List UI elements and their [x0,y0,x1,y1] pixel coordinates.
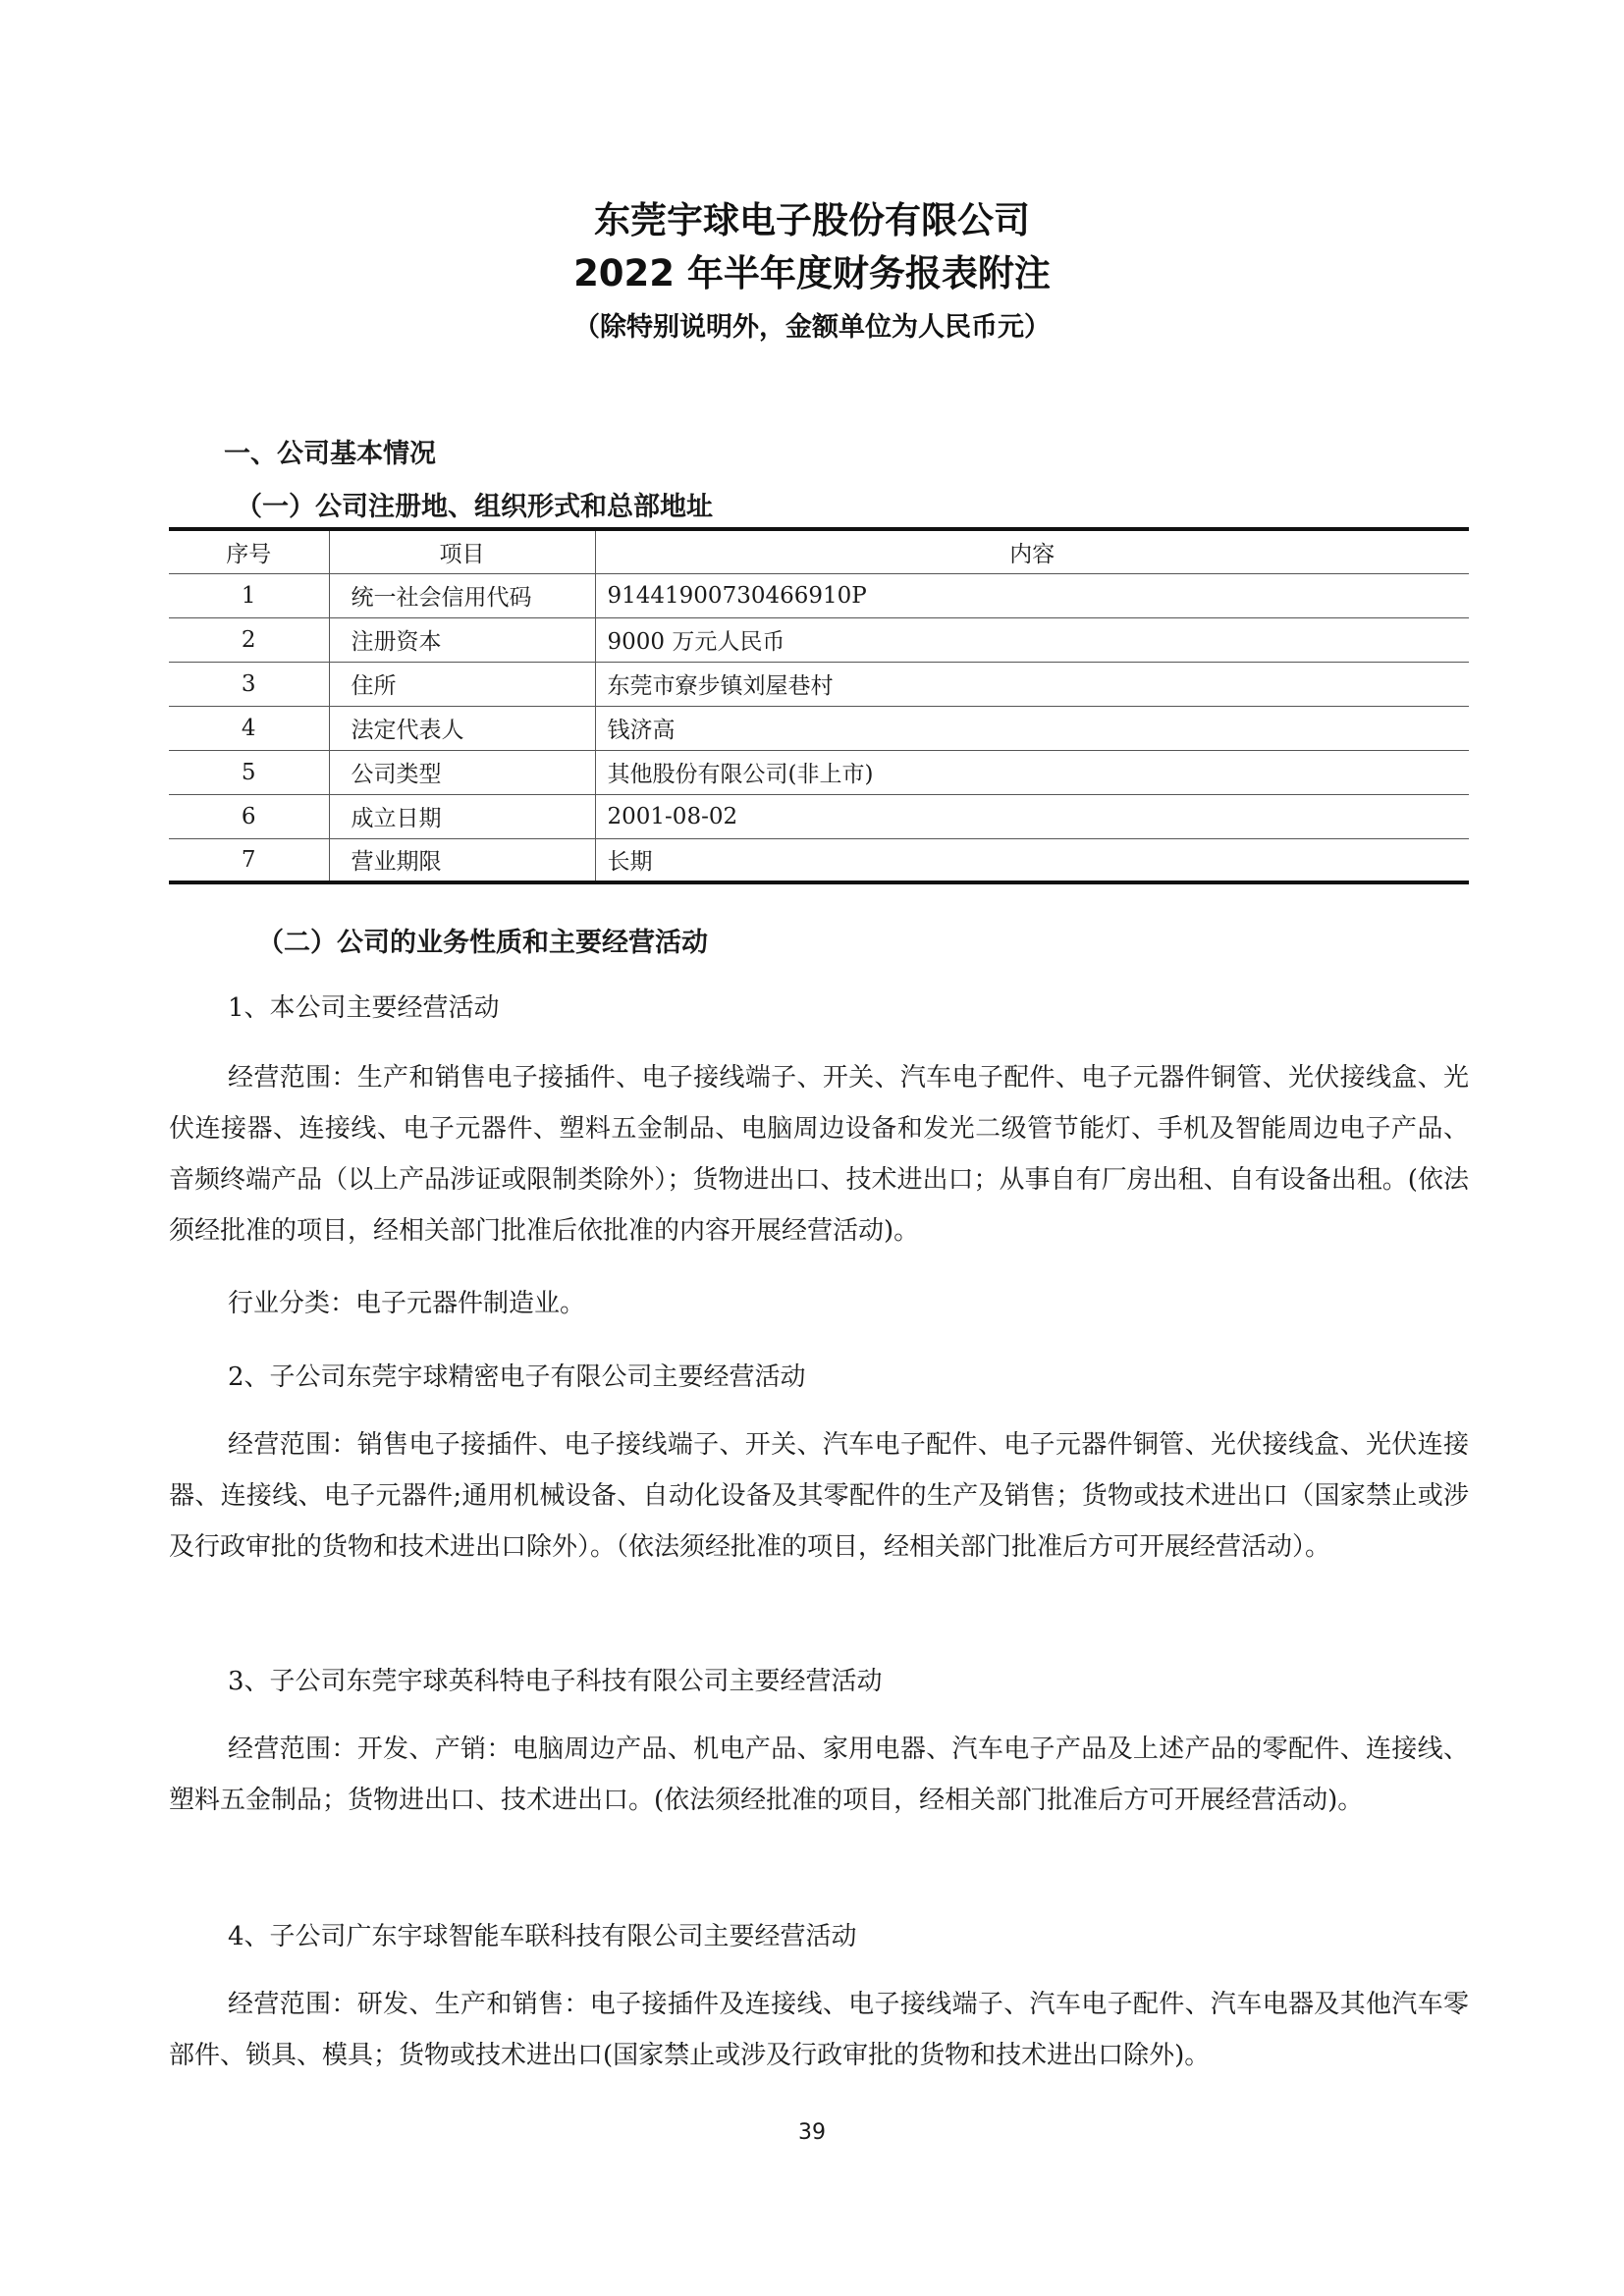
row-content: 钱济高 [595,706,1469,750]
table-row [169,573,1469,617]
table-row [169,750,1469,794]
paragraph: 经营范围：生产和销售电子接插件、电子接线端子、开关、汽车电子配件、电子元器件铜管、光伏接线盒、光伏连接器、连接线、电子元器件、塑料五金制品、电脑周边设备和发光二级管节能灯、手机及智能周边电子产品、音频终端产品（以上产品涉证或限制类除外）；货物进出口、技术进出口；从事自有厂房出租、自有设备出租。(依法须经批准的项目，经相关部门批准后依批准的内容开展经营活动)。 [169,1063,1469,1246]
paragraph: 经营范围：销售电子接插件、电子接线端子、开关、汽车电子配件、电子元器件铜管、光伏接线盒、光伏连接器、连接线、电子元器件;通用机械设备、自动化设备及其零配件的生产及销售；货物或技术进出口（国家禁止或涉及行政审批的货物和技术进出口除外）。（依法须经批准的项目，经相关部门批准后方可开展经营活动）。 [169,1430,1469,1562]
row-item: 注册资本 [329,617,595,662]
row-no: 3 [169,662,329,706]
header-content: 内容 [595,529,1469,573]
page-number: 39 [798,2120,826,2145]
item-title: 4、子公司广东宇球智能车联科技有限公司主要经营活动 [228,1922,857,1951]
row-content: 2001-08-02 [595,794,1469,838]
paragraph: 经营范围：研发、生产和销售：电子接插件及连接线、电子接线端子、汽车电子配件、汽车电器及其他汽车零部件、锁具、模具；货物或技术进出口(国家禁止或涉及行政审批的货物和技术进出口除外)。 [169,1990,1469,2070]
currency-note: （除特别说明外，金额单位为人民币元） [573,312,1051,343]
row-no: 2 [169,617,329,662]
row-item: 统一社会信用代码 [329,573,595,617]
row-no: 1 [169,573,329,617]
row-no: 6 [169,794,329,838]
document-title-block [0,194,1624,349]
row-content: 91441900730466910P [595,573,1469,617]
company-title: 东莞宇球电子股份有限公司 [594,199,1030,241]
header-no: 序号 [169,529,329,573]
row-item: 公司类型 [329,750,595,794]
row-no: 7 [169,838,329,882]
row-content: 9000 万元人民币 [595,617,1469,662]
row-content: 东莞市寮步镇刘屋巷村 [595,662,1469,706]
row-item: 成立日期 [329,794,595,838]
paragraph: 行业分类：电子元器件制造业。 [228,1289,586,1318]
table-row [169,617,1469,662]
paragraph: 经营范围：开发、产销：电脑周边产品、机电产品、家用电器、汽车电子产品及上述产品的零配件、连接线、塑料五金制品；货物进出口、技术进出口。(依法须经批准的项目，经相关部门批准后方可开展经营活动)。 [169,1735,1469,1815]
table-row [169,838,1469,882]
header-item: 项目 [329,529,595,573]
table-header-row [169,529,1469,573]
row-content: 其他股份有限公司(非上市) [595,750,1469,794]
table-row [169,662,1469,706]
row-no: 4 [169,706,329,750]
row-content: 长期 [595,838,1469,882]
company-info-table [169,527,1469,884]
item-title: 2、子公司东莞宇球精密电子有限公司主要经营活动 [228,1362,806,1392]
report-title: 2022 年半年度财务报表附注 [573,252,1051,294]
row-no: 5 [169,750,329,794]
table-row [169,794,1469,838]
section2-heading: （二）公司的业务性质和主要经营活动 [257,928,708,958]
row-item: 营业期限 [329,838,595,882]
item-title: 3、子公司东莞宇球英科特电子科技有限公司主要经营活动 [228,1667,883,1696]
item-title: 1、本公司主要经营活动 [228,993,500,1023]
row-item: 住所 [329,662,595,706]
section1-heading: 一、公司基本情况 [224,439,436,469]
section1-subheading: （一）公司注册地、组织形式和总部地址 [236,492,713,522]
table-row [169,706,1469,750]
row-item: 法定代表人 [329,706,595,750]
